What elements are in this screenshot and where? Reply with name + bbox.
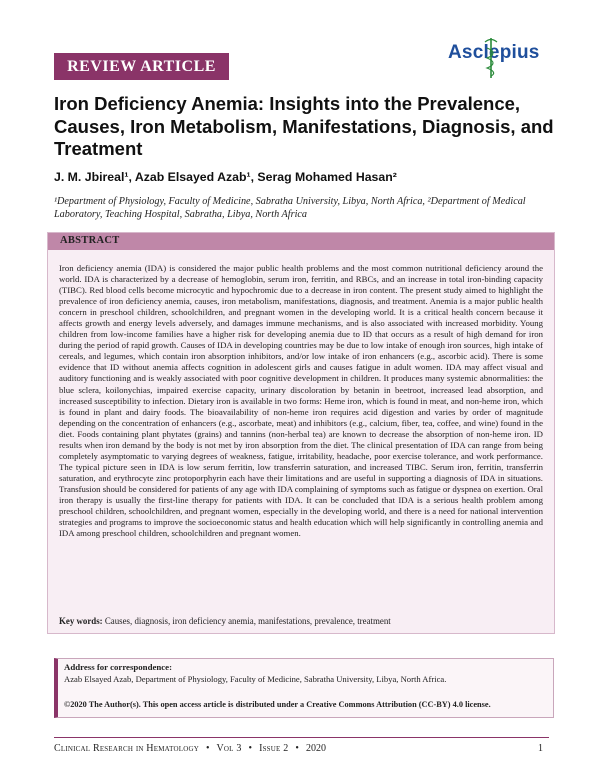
year: 2020 bbox=[305, 743, 326, 754]
footer-divider bbox=[54, 737, 549, 738]
affiliations: ¹Department of Physiology, Faculty of Medicine, Sabratha University, Libya, North Africa, ²Department of Medical Laboratory, Teaching Hospital, Sabratha, Libya, North Africa bbox=[54, 196, 526, 220]
volume: Vol 3 bbox=[216, 743, 242, 754]
page-number: 1 bbox=[538, 743, 543, 754]
abstract-text: Iron deficiency anemia (IDA) is considered the major public health problems and the most common nutritional deficiency around the world. IDA is characterized by a decrease of hemoglobin, serum iron, ferritin, and RBCs, and an increase in total iron-binding capacity (TIBC). Red blood cells become microcytic and hypochromic due to a decrease in iron content. The present study aimed to highlight the prevalence of iron deficiency anemia, causes, iron metabolism, manifestations, diagnosis, and treatment. Anemia is a major public health concern in preschool children, schoolchildren, and pregnant women in the developing world. It is a critical health concern because it affects growth and energy levels adversely, and damages immune mechanisms, and is also associated with increased morbidity. Young children from low-income families have a higher risk for developing anemia due to ID that occurs as a result of high demand for iron during the period of rapid growth. Causes of IDA in developing countries may be due to low intake of enough iron sources, high intake of cereals, and legumes, which contain iron absorption inhibitors, and/or low intake of iron enhancers (e.g., ascorbic acid). There is some evidence that ID without anemia affects cognition in adolescent girls and causes fatigue in adult women. IDA may affect visual and auditory functioning and is weakly associated with poor cognitive development in children. It produces many systemic abnormalities: the blue sclera, koilonychias, impaired exercise capacity, urinary discoloration by betanin in beetroot, increased lead absorption, and increased susceptibility to infection. Dietary iron is available in two forms: Heme iron, which is found in meat, and non-heme iron, which is found in plant and dairy foods. The bioavailability of non-heme iron requires acid digestion and varies by order of magnitude depending on the concentration of enhancers (e.g., ascorbate, meat) and inhibitors (e.g., calcium, fiber, tea, coffee, and wine) found in the diet. Foods containing plant phytates (grains) and tannins (non-herbal tea) are known to decrease the absorption of non-heme iron. ID results when iron demand by the body is not met by iron absorption from the diet. The clinical presentation of IDA can range from being completely asymptomatic to varying degrees of weakness, fatigue, irritability, headache, poor exercise tolerance, and work performance. The typical picture seen in IDA is low serum ferritin, low transferrin saturation, and increased TIBC. Serum iron, ferritin, transferrin saturation, and erythrocyte zinc protoporphyrin each have their limitations and are useful in supporting a diagnosis of IDA in situations. Transfusion should be considered for patients of any age with IDA complaining of symptoms such as fatigue or dyspnea on exertion. Oral iron therapy is usually the first-line therapy for patients with IDA. It can be concluded that IDA is a serious health problem among preschool children, schoolchildren, and pregnant women, especially in the developing world, and there is a need for national intervention strategies and programs to improve the socioeconomic status and health education which will help significantly in controlling anemia and IDA among preschool children, schoolchildren and pregnant women. bbox=[59, 263, 543, 539]
issue: Issue 2 bbox=[259, 743, 289, 754]
caduceus-icon bbox=[484, 36, 498, 80]
abstract-heading: ABSTRACT bbox=[60, 235, 120, 246]
correspondence-box bbox=[54, 658, 554, 718]
journal-name: Clinical Research in Hematology bbox=[54, 743, 199, 754]
publisher-logo[interactable] bbox=[448, 36, 548, 80]
page-footer: Clinical Research in Hematology • Vol 3 • Issue 2 • 2020 bbox=[54, 743, 326, 754]
abstract-section bbox=[47, 232, 555, 634]
correspondence-text: Azab Elsayed Azab, Department of Physiology, Faculty of Medicine, Sabratha University, Libya, North Africa. bbox=[64, 674, 447, 684]
author-list: J. M. Jbireal¹, Azab Elsayed Azab¹, Serag Mohamed Hasan² bbox=[54, 170, 397, 184]
abstract-header-bar bbox=[48, 233, 554, 250]
correspondence-label: Address for correspondence: bbox=[64, 662, 172, 672]
article-type-badge: REVIEW ARTICLE bbox=[54, 53, 229, 80]
article-title: Iron Deficiency Anemia: Insights into the Prevalence, Causes, Iron Metabolism, Manifestations, Diagnosis, and Treatment bbox=[54, 93, 554, 159]
keywords-text: Causes, diagnosis, iron deficiency anemia, manifestations, prevalence, treatment bbox=[104, 616, 391, 626]
logo-text: Asclepius bbox=[448, 42, 540, 63]
keywords-line bbox=[59, 616, 543, 626]
copyright-notice[interactable]: ©2020 The Author(s). This open access article is distributed under a Creative Commons Attribution (CC-BY) 4.0 license. bbox=[64, 700, 491, 709]
keywords-label: Key words: bbox=[59, 616, 103, 626]
